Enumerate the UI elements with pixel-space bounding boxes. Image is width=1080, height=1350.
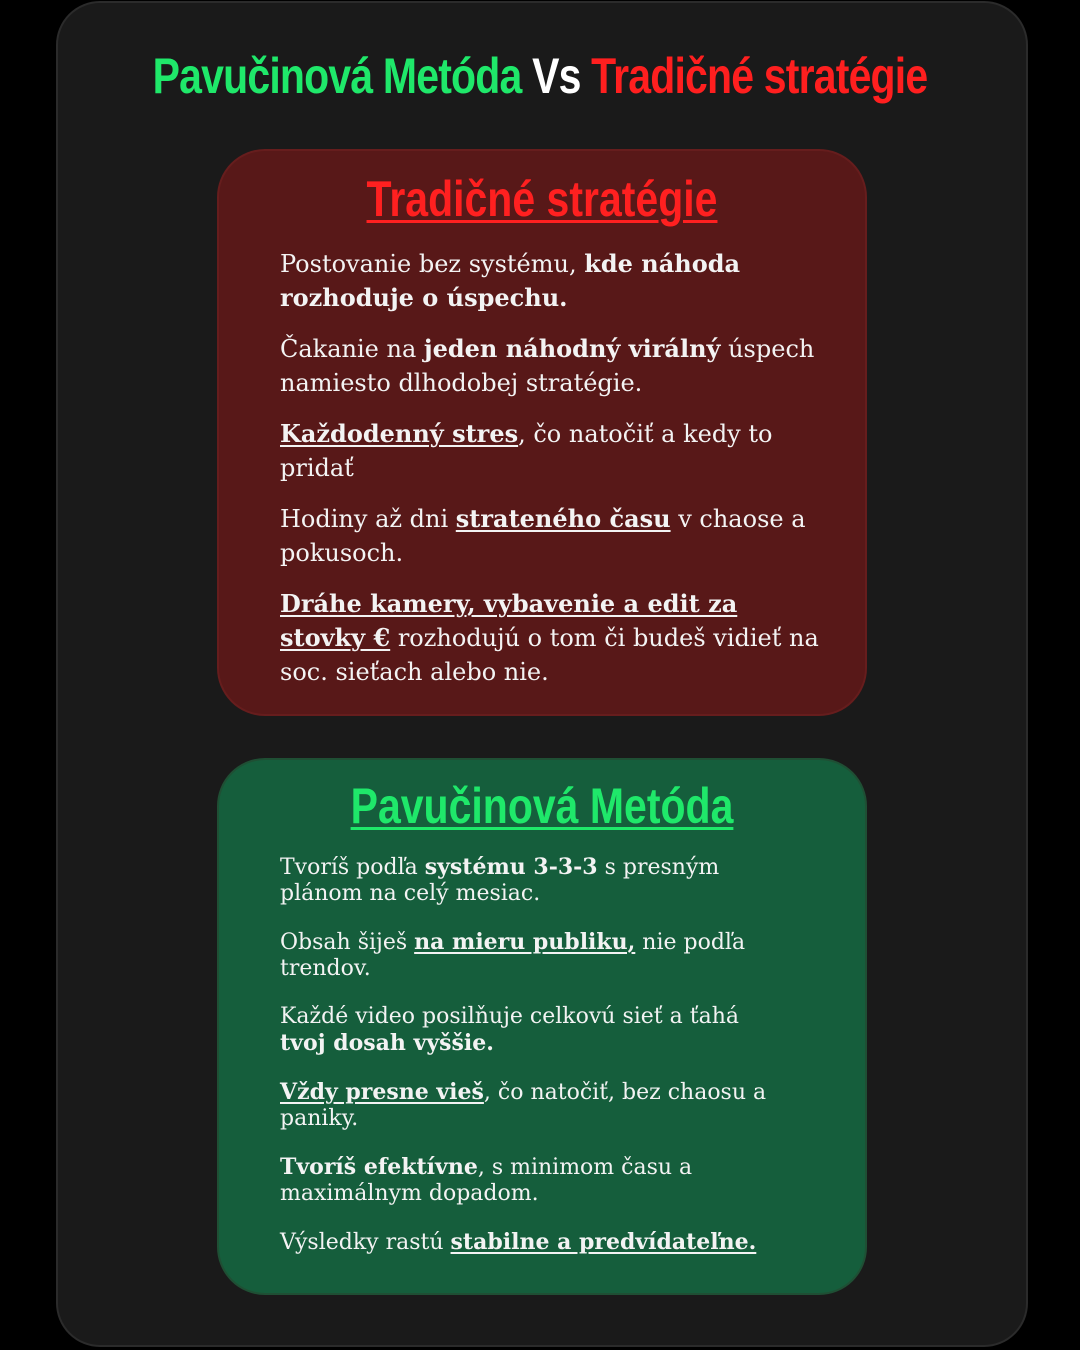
point-text: Čakanie na [280, 335, 424, 363]
web-method-point [280, 1079, 780, 1132]
point-emphasis: Každodenný stres [280, 419, 519, 448]
point-emphasis: strateného času [455, 504, 671, 533]
point-text: Hodiny až dni [280, 505, 456, 533]
traditional-points-list [280, 247, 820, 706]
point-emphasis: systému 3-3-3 [424, 854, 598, 880]
traditional-point [280, 502, 820, 570]
traditional-point [280, 247, 820, 315]
page-title [97, 46, 983, 106]
web-method-points-list [280, 854, 780, 1278]
point-text: Výsledky rastú [280, 1230, 451, 1255]
point-emphasis: stabilne a predvídateľne. [450, 1229, 757, 1255]
point-text: Postovanie bez systému, [280, 250, 585, 278]
point-text: , s minimom času a maximálnym dopadom. [280, 1155, 693, 1206]
point-text: v chaose a pokusoch. [280, 505, 806, 567]
point-text: rozhodujú o tom či budeš vidieť na soc. sieťach alebo nie. [280, 624, 819, 686]
web-method-point [280, 1154, 780, 1207]
point-text: , čo natočiť, bez chaosu a paniky. [280, 1080, 767, 1131]
title-vs: Vs [532, 48, 581, 104]
traditional-point [280, 332, 820, 400]
point-text: Obsah šiješ [280, 930, 415, 955]
title-web-method: Pavučinová Metóda [152, 48, 522, 104]
web-method-point [280, 1004, 780, 1057]
web-method-point [280, 854, 780, 907]
traditional-strategies-card [217, 149, 867, 716]
point-emphasis: kde náhoda rozhoduje o úspechu. [280, 249, 741, 312]
point-emphasis: Tvoríš efektívne [280, 1154, 478, 1180]
point-text: úspech namiesto dlhodobej stratégie. [280, 335, 815, 397]
point-emphasis: tvoj dosah vyššie. [280, 1030, 494, 1056]
point-text: Každé video posilňuje celkovú sieť a ťahá [280, 1004, 739, 1029]
point-emphasis: jeden náhodný virálný [423, 334, 721, 363]
traditional-point [280, 417, 820, 485]
web-method-card-title: Pavučinová Metóda [350, 778, 734, 834]
point-text: , čo natočiť a kedy to pridať [280, 420, 773, 482]
web-method-card [217, 758, 867, 1295]
point-text: Tvoríš podľa [280, 855, 425, 880]
point-text: s presným plánom na celý mesiac. [280, 855, 720, 906]
traditional-point [280, 587, 820, 689]
web-method-point [280, 1229, 780, 1256]
traditional-card-title: Tradičné stratégie [366, 171, 718, 227]
point-emphasis: na mieru publiku, [414, 929, 636, 955]
point-emphasis: Dráhe kamery, vybavenie a edit za stovky € [280, 589, 738, 652]
point-text: nie podľa trendov. [280, 930, 746, 981]
title-traditional: Tradičné stratégie [591, 48, 928, 104]
point-emphasis: Vždy presne vieš [280, 1079, 484, 1105]
web-method-point [280, 929, 780, 982]
